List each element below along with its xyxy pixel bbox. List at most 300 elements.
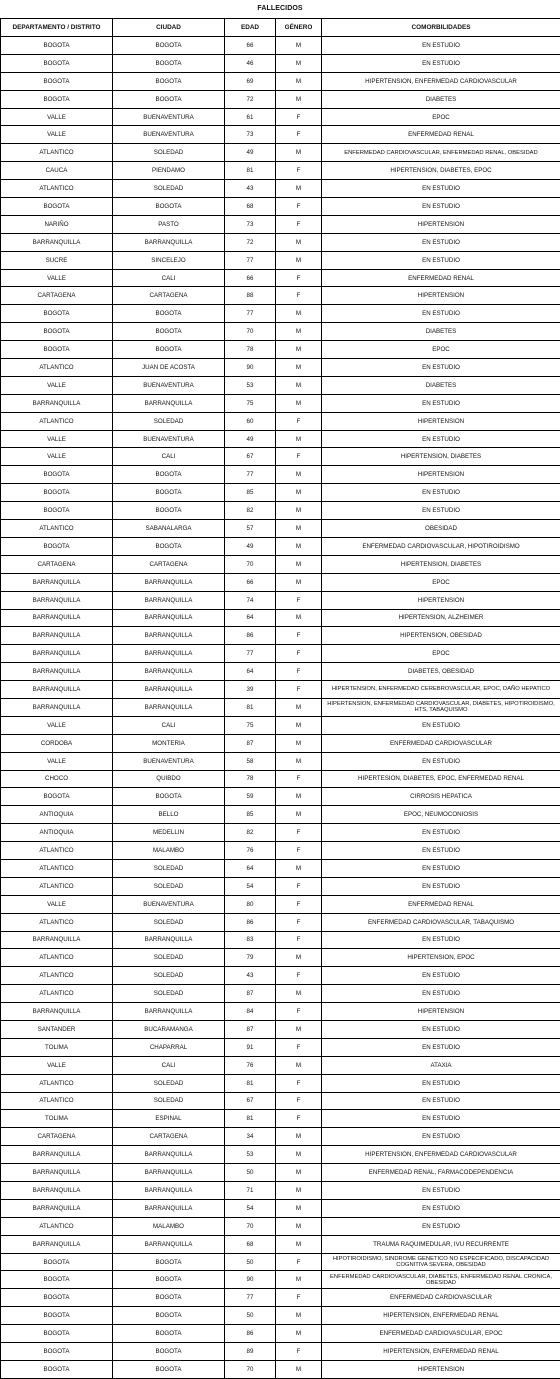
cell-department: ATLANTICO <box>1 1074 113 1092</box>
cell-city: BOGOTA <box>113 37 225 55</box>
table-row <box>1 967 560 985</box>
cell-age: 46 <box>225 54 276 72</box>
cell-city: SINCELEJO <box>113 251 225 269</box>
table-row <box>1 1182 560 1200</box>
table-row <box>1 985 560 1003</box>
cell-age: 67 <box>225 1092 276 1110</box>
cell-department: VALLE <box>1 376 113 394</box>
cell-department: BARRANQUILLA <box>1 1164 113 1182</box>
cell-gender: F <box>276 1074 322 1092</box>
cell-department: VALLE <box>1 716 113 734</box>
cell-city: BOGOTA <box>113 198 225 216</box>
cell-age: 76 <box>225 842 276 860</box>
cell-city: BARRANQUILLA <box>113 1146 225 1164</box>
table-row <box>1 770 560 788</box>
cell-city: BOGOTA <box>113 1253 225 1271</box>
cell-age: 50 <box>225 1253 276 1271</box>
cell-department: SANTANDER <box>1 1020 113 1038</box>
cell-department: BOGOTA <box>1 90 113 108</box>
cell-comorbidities: ENFERMEDAD CARDIOVASCULAR, TABAQUISMO <box>322 913 560 931</box>
table-row <box>1 1307 560 1325</box>
cell-city: BOGOTA <box>113 1307 225 1325</box>
cell-gender: M <box>276 573 322 591</box>
cell-department: BARRANQUILLA <box>1 1235 113 1253</box>
cell-age: 83 <box>225 931 276 949</box>
cell-age: 68 <box>225 1235 276 1253</box>
cell-age: 71 <box>225 1182 276 1200</box>
cell-department: BOGOTA <box>1 1343 113 1361</box>
cell-city: BUENAVENTURA <box>113 108 225 126</box>
cell-comorbidities: HIPERTENSION, ENFERMEDAD CARDIOVASCULAR <box>322 72 560 90</box>
cell-comorbidities: OBESIDAD <box>322 520 560 538</box>
cell-gender: M <box>276 1128 322 1146</box>
cell-age: 86 <box>225 1325 276 1343</box>
cell-age: 81 <box>225 698 276 716</box>
cell-comorbidities: EPOC <box>322 573 560 591</box>
table-row <box>1 412 560 430</box>
cell-gender: F <box>276 967 322 985</box>
cell-age: 61 <box>225 108 276 126</box>
table-row <box>1 1253 560 1271</box>
cell-comorbidities: EN ESTUDIO <box>322 859 560 877</box>
cell-comorbidities: HIPOTIROIDISMO, SINDROME GENETICO NO ESPECIFICADO, DISCAPACIDAD COGNITIVA SEVERA, OBESIDAD <box>322 1253 560 1271</box>
cell-city: BARRANQUILLA <box>113 698 225 716</box>
cell-comorbidities: HIPERTENSION <box>322 1360 560 1378</box>
cell-comorbidities: DIABETES, OBESIDAD <box>322 663 560 681</box>
cell-comorbidities: EN ESTUDIO <box>322 1038 560 1056</box>
cell-city: BUENAVENTURA <box>113 376 225 394</box>
cell-comorbidities: EN ESTUDIO <box>322 502 560 520</box>
table-row <box>1 1128 560 1146</box>
cell-comorbidities: EN ESTUDIO <box>322 716 560 734</box>
cell-age: 81 <box>225 1074 276 1092</box>
cell-city: BARRANQUILLA <box>113 591 225 609</box>
cell-age: 88 <box>225 287 276 305</box>
cell-gender: F <box>276 591 322 609</box>
header-row <box>1 19 560 37</box>
cell-comorbidities: EN ESTUDIO <box>322 1074 560 1092</box>
cell-department: BOGOTA <box>1 1271 113 1289</box>
cell-age: 85 <box>225 806 276 824</box>
cell-gender: M <box>276 1360 322 1378</box>
cell-city: BOGOTA <box>113 305 225 323</box>
cell-city: BOGOTA <box>113 537 225 555</box>
table-row <box>1 627 560 645</box>
cell-department: ATLANTICO <box>1 859 113 877</box>
table-row <box>1 895 560 913</box>
cell-gender: M <box>276 180 322 198</box>
cell-age: 64 <box>225 663 276 681</box>
cell-department: BARRANQUILLA <box>1 609 113 627</box>
cell-gender: F <box>276 645 322 663</box>
cell-city: BOGOTA <box>113 72 225 90</box>
cell-department: BARRANQUILLA <box>1 1199 113 1217</box>
cell-department: SUCRE <box>1 251 113 269</box>
table-row <box>1 1199 560 1217</box>
cell-department: BARRANQUILLA <box>1 645 113 663</box>
cell-gender: M <box>276 72 322 90</box>
cell-gender: F <box>276 215 322 233</box>
table-row <box>1 162 560 180</box>
cell-city: BARRANQUILLA <box>113 1182 225 1200</box>
cell-age: 91 <box>225 1038 276 1056</box>
cell-department: BOGOTA <box>1 502 113 520</box>
cell-gender: F <box>276 1289 322 1307</box>
cell-department: BOGOTA <box>1 537 113 555</box>
cell-gender: F <box>276 126 322 144</box>
table-row <box>1 180 560 198</box>
cell-comorbidities: EPOC <box>322 341 560 359</box>
cell-city: SOLEDAD <box>113 985 225 1003</box>
cell-department: CAUCA <box>1 162 113 180</box>
cell-comorbidities: HIPERTENSION, ALZHEIMER <box>322 609 560 627</box>
cell-comorbidities: EN ESTUDIO <box>322 877 560 895</box>
table-row <box>1 1343 560 1361</box>
table-row <box>1 1289 560 1307</box>
cell-department: BOGOTA <box>1 788 113 806</box>
cell-comorbidities: HIPERTENSION <box>322 591 560 609</box>
table-row <box>1 54 560 72</box>
table-row <box>1 1020 560 1038</box>
cell-gender: M <box>276 1199 322 1217</box>
cell-comorbidities: ENFERMEDAD RENAL <box>322 269 560 287</box>
table-row <box>1 448 560 466</box>
cell-gender: F <box>276 627 322 645</box>
cell-age: 66 <box>225 573 276 591</box>
cell-department: ATLANTICO <box>1 180 113 198</box>
cell-comorbidities: DIABETES <box>322 90 560 108</box>
cell-department: BOGOTA <box>1 305 113 323</box>
table-row <box>1 1164 560 1182</box>
cell-department: BOGOTA <box>1 484 113 502</box>
cell-department: BOGOTA <box>1 341 113 359</box>
cell-department: BOGOTA <box>1 1325 113 1343</box>
table-row <box>1 198 560 216</box>
table-row <box>1 949 560 967</box>
cell-comorbidities: ENFERMEDAD CARDIOVASCULAR <box>322 1289 560 1307</box>
cell-comorbidities: ENFERMEDAD RENAL <box>322 126 560 144</box>
cell-comorbidities: DIABETES <box>322 376 560 394</box>
cell-department: ATLANTICO <box>1 913 113 931</box>
cell-department: VALLE <box>1 108 113 126</box>
cell-department: BOGOTA <box>1 1307 113 1325</box>
cell-department: ATLANTICO <box>1 1217 113 1235</box>
table-row <box>1 215 560 233</box>
table-row <box>1 573 560 591</box>
cell-comorbidities: ENFERMEDAD CARDIOVASCULAR, EPOC <box>322 1325 560 1343</box>
cell-city: BARRANQUILLA <box>113 931 225 949</box>
cell-gender: M <box>276 1325 322 1343</box>
cell-department: BOGOTA <box>1 1289 113 1307</box>
cell-city: BOGOTA <box>113 1289 225 1307</box>
cell-department: BARRANQUILLA <box>1 233 113 251</box>
cell-gender: M <box>276 1146 322 1164</box>
cell-comorbidities: EN ESTUDIO <box>322 1110 560 1128</box>
cell-gender: F <box>276 931 322 949</box>
cell-age: 85 <box>225 484 276 502</box>
cell-comorbidities: EPOC <box>322 645 560 663</box>
cell-gender: M <box>276 949 322 967</box>
cell-department: BOGOTA <box>1 466 113 484</box>
cell-city: BOGOTA <box>113 90 225 108</box>
cell-city: BOGOTA <box>113 1360 225 1378</box>
cell-age: 79 <box>225 949 276 967</box>
table-row <box>1 716 560 734</box>
cell-comorbidities: TRAUMA RAQUIMEDULAR, IVU RECURRENTE <box>322 1235 560 1253</box>
header-department: DEPARTAMENTO / DISTRITO <box>1 19 113 37</box>
cell-age: 70 <box>225 555 276 573</box>
cell-comorbidities: EN ESTUDIO <box>322 752 560 770</box>
cell-city: BOGOTA <box>113 788 225 806</box>
cell-city: SOLEDAD <box>113 949 225 967</box>
cell-gender: M <box>276 144 322 162</box>
cell-city: BARRANQUILLA <box>113 609 225 627</box>
cell-comorbidities: HIPERTENSION, ENFERMEDAD CARDIOVASCULAR <box>322 1146 560 1164</box>
cell-age: 64 <box>225 859 276 877</box>
table-row <box>1 144 560 162</box>
cell-city: BARRANQUILLA <box>113 573 225 591</box>
cell-gender: M <box>276 788 322 806</box>
cell-comorbidities: HIPERTENSION, ENFERMEDAD CEREBROVASCULAR, EPOC, DAÑO HEPATICO <box>322 681 560 699</box>
cell-city: JUAN DE ACOSTA <box>113 359 225 377</box>
cell-age: 54 <box>225 877 276 895</box>
cell-gender: M <box>276 484 322 502</box>
cell-age: 77 <box>225 645 276 663</box>
cell-comorbidities: EN ESTUDIO <box>322 1020 560 1038</box>
cell-age: 75 <box>225 394 276 412</box>
cell-department: CARTAGENA <box>1 1128 113 1146</box>
cell-city: CALI <box>113 269 225 287</box>
cell-gender: M <box>276 37 322 55</box>
cell-department: ATLANTICO <box>1 842 113 860</box>
cell-city: MEDELLIN <box>113 824 225 842</box>
table-body <box>1 37 560 1379</box>
cell-department: BARRANQUILLA <box>1 698 113 716</box>
cell-department: ATLANTICO <box>1 985 113 1003</box>
cell-department: BOGOTA <box>1 198 113 216</box>
cell-city: BOGOTA <box>113 1271 225 1289</box>
cell-city: BOGOTA <box>113 341 225 359</box>
cell-city: SOLEDAD <box>113 144 225 162</box>
table-row <box>1 734 560 752</box>
cell-age: 73 <box>225 215 276 233</box>
cell-department: BOGOTA <box>1 37 113 55</box>
cell-comorbidities: EN ESTUDIO <box>322 967 560 985</box>
cell-department: ATLANTICO <box>1 967 113 985</box>
cell-gender: F <box>276 895 322 913</box>
cell-city: BUENAVENTURA <box>113 430 225 448</box>
cell-city: BARRANQUILLA <box>113 681 225 699</box>
table-row <box>1 108 560 126</box>
cell-age: 81 <box>225 162 276 180</box>
table-row <box>1 752 560 770</box>
table-row <box>1 1110 560 1128</box>
table-row <box>1 842 560 860</box>
cell-department: BARRANQUILLA <box>1 394 113 412</box>
cell-gender: F <box>276 681 322 699</box>
cell-age: 49 <box>225 537 276 555</box>
cell-city: BOGOTA <box>113 1325 225 1343</box>
cell-comorbidities: HIPERTENSION, DIABETES <box>322 448 560 466</box>
cell-gender: M <box>276 502 322 520</box>
cell-comorbidities: HIPERTENSION <box>322 412 560 430</box>
cell-comorbidities: ENFERMEDAD CARDIOVASCULAR, HIPOTIROIDISMO <box>322 537 560 555</box>
table-row <box>1 877 560 895</box>
cell-age: 66 <box>225 269 276 287</box>
cell-comorbidities: HIPERTENSION, ENFERMEDAD CARDIOVASCULAR, DIABETES, HIPOTIROIDISMO, HTS, TABAQUISMO <box>322 698 560 716</box>
cell-city: BOGOTA <box>113 466 225 484</box>
cell-age: 82 <box>225 502 276 520</box>
table-row <box>1 681 560 699</box>
cell-department: ATLANTICO <box>1 412 113 430</box>
table-row <box>1 698 560 716</box>
cell-gender: F <box>276 842 322 860</box>
header-age: EDAD <box>225 19 276 37</box>
cell-city: BARRANQUILLA <box>113 1164 225 1182</box>
cell-city: SOLEDAD <box>113 180 225 198</box>
cell-city: BOGOTA <box>113 54 225 72</box>
cell-department: BOGOTA <box>1 1253 113 1271</box>
cell-age: 70 <box>225 323 276 341</box>
cell-gender: M <box>276 233 322 251</box>
cell-department: CORDOBA <box>1 734 113 752</box>
cell-department: BOGOTA <box>1 1360 113 1378</box>
cell-gender: M <box>276 716 322 734</box>
table-row <box>1 126 560 144</box>
cell-gender: M <box>276 1235 322 1253</box>
cell-department: VALLE <box>1 448 113 466</box>
cell-age: 77 <box>225 251 276 269</box>
table-row <box>1 394 560 412</box>
table-row <box>1 233 560 251</box>
cell-department: BARRANQUILLA <box>1 1003 113 1021</box>
table-row <box>1 591 560 609</box>
table-row <box>1 323 560 341</box>
cell-city: SOLEDAD <box>113 859 225 877</box>
cell-gender: F <box>276 448 322 466</box>
cell-age: 78 <box>225 770 276 788</box>
cell-gender: M <box>276 323 322 341</box>
cell-age: 81 <box>225 1110 276 1128</box>
table-row <box>1 555 560 573</box>
cell-age: 43 <box>225 180 276 198</box>
cell-department: ATLANTICO <box>1 877 113 895</box>
cell-gender: F <box>276 663 322 681</box>
cell-gender: M <box>276 359 322 377</box>
cell-city: BUENAVENTURA <box>113 126 225 144</box>
cell-department: VALLE <box>1 126 113 144</box>
cell-age: 60 <box>225 412 276 430</box>
table-row <box>1 520 560 538</box>
cell-comorbidities: EN ESTUDIO <box>322 1199 560 1217</box>
deaths-table <box>0 18 560 1379</box>
cell-age: 75 <box>225 716 276 734</box>
table-row <box>1 305 560 323</box>
cell-comorbidities: EN ESTUDIO <box>322 484 560 502</box>
cell-comorbidities: ENFERMEDAD RENAL <box>322 895 560 913</box>
cell-comorbidities: EN ESTUDIO <box>322 1128 560 1146</box>
cell-gender: M <box>276 734 322 752</box>
cell-age: 50 <box>225 1307 276 1325</box>
cell-age: 54 <box>225 1199 276 1217</box>
cell-city: BARRANQUILLA <box>113 1199 225 1217</box>
cell-city: BARRANQUILLA <box>113 1003 225 1021</box>
table-row <box>1 72 560 90</box>
cell-comorbidities: EN ESTUDIO <box>322 198 560 216</box>
cell-age: 87 <box>225 734 276 752</box>
cell-age: 58 <box>225 752 276 770</box>
cell-age: 77 <box>225 1289 276 1307</box>
cell-department: BOGOTA <box>1 72 113 90</box>
cell-gender: F <box>276 1038 322 1056</box>
table-row <box>1 90 560 108</box>
table-row <box>1 484 560 502</box>
cell-department: ATLANTICO <box>1 144 113 162</box>
table-row <box>1 1146 560 1164</box>
cell-comorbidities: HIPERTESION, DIABETES, EPOC, ENFERMEDAD RENAL <box>322 770 560 788</box>
cell-city: SOLEDAD <box>113 412 225 430</box>
cell-comorbidities: EN ESTUDIO <box>322 1182 560 1200</box>
cell-age: 66 <box>225 37 276 55</box>
cell-city: CARTAGENA <box>113 555 225 573</box>
cell-comorbidities: HIPERTENSION <box>322 466 560 484</box>
cell-age: 50 <box>225 1164 276 1182</box>
table-row <box>1 913 560 931</box>
cell-comorbidities: EPOC <box>322 108 560 126</box>
cell-department: ATLANTICO <box>1 1092 113 1110</box>
cell-city: BUENAVENTURA <box>113 752 225 770</box>
table-row <box>1 1217 560 1235</box>
table-row <box>1 645 560 663</box>
cell-gender: M <box>276 394 322 412</box>
cell-gender: M <box>276 752 322 770</box>
cell-gender: F <box>276 1110 322 1128</box>
cell-comorbidities: ENFERMEDAD CARDIOVASCULAR <box>322 734 560 752</box>
cell-comorbidities: EN ESTUDIO <box>322 180 560 198</box>
cell-gender: M <box>276 1056 322 1074</box>
cell-comorbidities: HIPERTENSION, ENFERMEDAD RENAL <box>322 1343 560 1361</box>
cell-gender: M <box>276 251 322 269</box>
table-row <box>1 537 560 555</box>
cell-gender: M <box>276 806 322 824</box>
cell-department: ANTIOQUIA <box>1 824 113 842</box>
cell-age: 67 <box>225 448 276 466</box>
cell-city: BUCARAMANGA <box>113 1020 225 1038</box>
cell-city: CARTAGENA <box>113 1128 225 1146</box>
cell-department: BARRANQUILLA <box>1 681 113 699</box>
table-row <box>1 430 560 448</box>
cell-department: BARRANQUILLA <box>1 627 113 645</box>
cell-age: 43 <box>225 967 276 985</box>
cell-department: ATLANTICO <box>1 520 113 538</box>
cell-gender: F <box>276 1092 322 1110</box>
cell-age: 70 <box>225 1360 276 1378</box>
cell-department: BARRANQUILLA <box>1 573 113 591</box>
cell-city: SOLEDAD <box>113 1092 225 1110</box>
cell-comorbidities: EPOC, NEUMOCONIOSIS <box>322 806 560 824</box>
cell-gender: F <box>276 269 322 287</box>
table-row <box>1 466 560 484</box>
cell-gender: F <box>276 770 322 788</box>
cell-department: CARTAGENA <box>1 555 113 573</box>
cell-gender: M <box>276 341 322 359</box>
cell-department: VALLE <box>1 752 113 770</box>
cell-gender: M <box>276 1271 322 1289</box>
cell-gender: M <box>276 54 322 72</box>
cell-age: 64 <box>225 609 276 627</box>
cell-comorbidities: EN ESTUDIO <box>322 394 560 412</box>
cell-city: SABANALARGA <box>113 520 225 538</box>
